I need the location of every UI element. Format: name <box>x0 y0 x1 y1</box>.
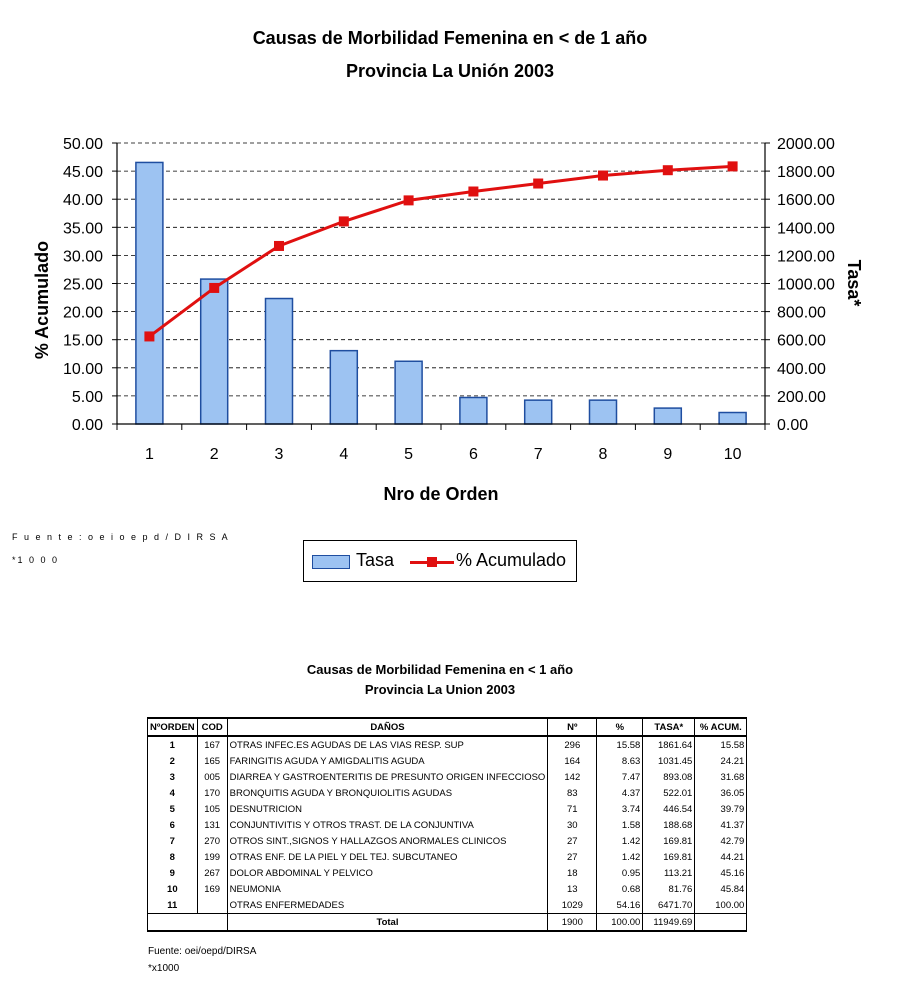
y-right-tick-label: 1800.00 <box>777 164 835 182</box>
cell-tasa: 446.54 <box>643 801 695 817</box>
header-n: Nº <box>548 718 597 736</box>
y-right-tick-label: 600.00 <box>777 332 826 350</box>
table-row <box>148 817 747 833</box>
y-axis-left-label: % Acumulado <box>32 240 52 360</box>
acumulado-marker <box>209 283 219 293</box>
table-row <box>148 881 747 897</box>
y-right-tick-label: 2000.00 <box>777 136 835 153</box>
table-title: Causas de Morbilidad Femenina en < 1 año <box>306 662 574 677</box>
cell-n: 296 <box>548 736 597 753</box>
cell-cod <box>197 897 227 914</box>
header-danos: DAÑOS <box>227 718 548 736</box>
cell-orden: 9 <box>148 865 198 881</box>
x-tick-label: 8 <box>598 446 608 463</box>
cell-danos: BRONQUITIS AGUDA Y BRONQUIOLITIS AGUDAS <box>227 785 548 801</box>
y-left-tick-label: 40.00 <box>62 192 103 210</box>
y-right-tick-label: 400.00 <box>777 360 826 378</box>
y-left-tick-label: 20.00 <box>62 304 103 322</box>
chart-multiplier-note: *1 0 0 0 <box>12 555 60 565</box>
cell-danos: OTRAS ENFERMEDADES <box>227 897 548 914</box>
legend-acumulado-label: % Acumulado <box>456 550 567 570</box>
tasa-bar <box>525 400 552 424</box>
tasa-bar <box>460 397 487 424</box>
cell-n: 83 <box>548 785 597 801</box>
legend-acumulado-marker <box>427 557 437 567</box>
cell-danos: OTRAS ENF. DE LA PIEL Y DEL TEJ. SUBCUTANEO <box>227 849 548 865</box>
y-left-tick-label: 10.00 <box>62 360 103 378</box>
cell-pct: 3.74 <box>597 801 643 817</box>
legend-tasa-swatch <box>312 555 350 569</box>
cell-n: 27 <box>548 833 597 849</box>
y-left-tick-label: 0.00 <box>71 417 103 434</box>
x-axis-label: Nro de Orden <box>383 484 499 504</box>
cell-cod: 199 <box>197 849 227 865</box>
x-tick-label: 10 <box>723 446 742 463</box>
tasa-bar <box>719 413 746 424</box>
cell-tasa: 893.08 <box>643 769 695 785</box>
cell-acum: 24.21 <box>695 753 747 769</box>
acumulado-marker <box>468 187 478 197</box>
y-axis-right-label: Tasa* <box>844 259 864 307</box>
cell-cod: 131 <box>197 817 227 833</box>
y-left-tick-label: 25.00 <box>62 276 103 294</box>
cell-n: 18 <box>548 865 597 881</box>
y-right-tick-label: 800.00 <box>777 304 826 322</box>
x-tick-label: 3 <box>274 446 284 463</box>
cell-orden: 1 <box>148 736 198 753</box>
cell-tasa: 169.81 <box>643 849 695 865</box>
cell-n: 27 <box>548 849 597 865</box>
cell-n: 164 <box>548 753 597 769</box>
cell-orden: 5 <box>148 801 198 817</box>
header-pct: % <box>597 718 643 736</box>
table-row <box>148 769 747 785</box>
cell-danos: CONJUNTIVITIS Y OTROS TRAST. DE LA CONJUNTIVA <box>227 817 548 833</box>
cell-empty <box>148 914 228 932</box>
table-row <box>148 833 747 849</box>
cell-danos: OTROS SINT.,SIGNOS Y HALLAZGOS ANORMALES CLINICOS <box>227 833 548 849</box>
cell-tasa: 522.01 <box>643 785 695 801</box>
cell-orden: 3 <box>148 769 198 785</box>
table-subtitle: Provincia La Union 2003 <box>364 682 516 697</box>
cell-orden: 7 <box>148 833 198 849</box>
cell-danos: DESNUTRICION <box>227 801 548 817</box>
table-row <box>148 736 747 753</box>
cell-cod: 105 <box>197 801 227 817</box>
table-row <box>148 897 747 914</box>
cell-pct: 54.16 <box>597 897 643 914</box>
cell-acum: 15.58 <box>695 736 747 753</box>
cell-acum: 39.79 <box>695 801 747 817</box>
cell-orden: 10 <box>148 881 198 897</box>
cell-pct: 1.42 <box>597 833 643 849</box>
acumulado-marker <box>404 195 414 205</box>
x-tick-label: 6 <box>468 446 478 463</box>
table-row <box>148 785 747 801</box>
cell-danos: DIARREA Y GASTROENTERITIS DE PRESUNTO ORIGEN INFECCIOSO <box>227 769 548 785</box>
x-tick-label: 5 <box>404 446 414 463</box>
x-tick-label: 4 <box>339 446 349 463</box>
cell-tasa: 1861.64 <box>643 736 695 753</box>
chart-title: Causas de Morbilidad Femenina en < de 1 año <box>252 28 648 48</box>
table-multiplier-note: *x1000 <box>148 963 180 974</box>
cell-danos: DOLOR ABDOMINAL Y PELVICO <box>227 865 548 881</box>
table-row <box>148 801 747 817</box>
cell-n: 142 <box>548 769 597 785</box>
cell-cod: 167 <box>197 736 227 753</box>
cell-tasa: 6471.70 <box>643 897 695 914</box>
cell-tasa: 81.76 <box>643 881 695 897</box>
acumulado-marker <box>339 216 349 226</box>
cell-cod: 165 <box>197 753 227 769</box>
tasa-bar <box>266 299 293 424</box>
cell-pct: 4.37 <box>597 785 643 801</box>
cell-acum: 44.21 <box>695 849 747 865</box>
cell-pct: 1.42 <box>597 849 643 865</box>
y-left-tick-label: 15.00 <box>62 332 103 350</box>
cell-acum: 42.79 <box>695 833 747 849</box>
table-row <box>148 753 747 769</box>
cell-danos: FARINGITIS AGUDA Y AMIGDALITIS AGUDA <box>227 753 548 769</box>
cell-cod: 267 <box>197 865 227 881</box>
acumulado-marker <box>533 179 543 189</box>
table-header-row <box>148 718 747 736</box>
tasa-bar <box>136 162 163 424</box>
morbidity-table <box>147 717 747 932</box>
cell-acum: 45.16 <box>695 865 747 881</box>
total-n: 1900 <box>548 914 597 932</box>
chart-source-note: F u e n t e : o e i o e p d / D I R S A <box>12 532 230 542</box>
cell-orden: 4 <box>148 785 198 801</box>
cell-pct: 8.63 <box>597 753 643 769</box>
tasa-bar <box>201 279 228 424</box>
y-right-tick-label: 200.00 <box>777 388 826 406</box>
table-total-row <box>148 914 747 932</box>
acumulado-marker <box>274 241 284 251</box>
cell-cod: 005 <box>197 769 227 785</box>
acumulado-marker <box>144 331 154 341</box>
cell-orden: 11 <box>148 897 198 914</box>
legend-tasa-label: Tasa <box>356 550 395 570</box>
cell-n: 1029 <box>548 897 597 914</box>
header-orden: NºORDEN <box>148 718 198 736</box>
acumulado-marker <box>728 161 738 171</box>
y-left-tick-label: 5.00 <box>71 388 103 406</box>
cell-orden: 6 <box>148 817 198 833</box>
cell-cod: 170 <box>197 785 227 801</box>
cell-danos: OTRAS INFEC.ES AGUDAS DE LAS VIAS RESP. SUP <box>227 736 548 753</box>
total-tasa: 11949.69 <box>643 914 695 932</box>
cell-n: 30 <box>548 817 597 833</box>
header-tasa: TASA* <box>643 718 695 736</box>
x-tick-label: 7 <box>533 446 543 463</box>
y-right-tick-label: 1400.00 <box>777 220 835 238</box>
cell-pct: 15.58 <box>597 736 643 753</box>
y-left-tick-label: 35.00 <box>62 220 103 238</box>
cell-n: 13 <box>548 881 597 897</box>
table-row <box>148 849 747 865</box>
cell-acum: 45.84 <box>695 881 747 897</box>
cell-tasa: 1031.45 <box>643 753 695 769</box>
cell-cod: 169 <box>197 881 227 897</box>
y-right-tick-label: 0.00 <box>777 417 809 434</box>
cell-n: 71 <box>548 801 597 817</box>
acumulado-line <box>144 161 737 341</box>
cell-orden: 2 <box>148 753 198 769</box>
cell-acum: 31.68 <box>695 769 747 785</box>
cell-danos: NEUMONIA <box>227 881 548 897</box>
y-left-tick-label: 30.00 <box>62 248 103 266</box>
x-tick-label: 2 <box>209 446 219 463</box>
cell-acum: 41.37 <box>695 817 747 833</box>
tasa-bar <box>654 408 681 424</box>
cell-tasa: 188.68 <box>643 817 695 833</box>
cell-cod: 270 <box>197 833 227 849</box>
y-right-tick-label: 1000.00 <box>777 276 835 294</box>
y-right-tick-label: 1600.00 <box>777 192 835 210</box>
table-source-note: Fuente: oei/oepd/DIRSA <box>148 946 257 957</box>
cell-pct: 0.95 <box>597 865 643 881</box>
total-acum <box>695 914 747 932</box>
total-label: Total <box>227 914 548 932</box>
cell-orden: 8 <box>148 849 198 865</box>
acumulado-marker <box>663 165 673 175</box>
total-pct: 100.00 <box>597 914 643 932</box>
tasa-bar <box>395 361 422 424</box>
cell-pct: 7.47 <box>597 769 643 785</box>
tasa-bar <box>330 351 357 424</box>
cell-acum: 100.00 <box>695 897 747 914</box>
x-tick-label: 9 <box>663 446 673 463</box>
x-tick-label: 1 <box>144 446 154 463</box>
cell-pct: 0.68 <box>597 881 643 897</box>
table-row <box>148 865 747 881</box>
tasa-bars <box>136 162 746 424</box>
header-acum: % ACUM. <box>695 718 747 736</box>
cell-acum: 36.05 <box>695 785 747 801</box>
y-left-tick-label: 50.00 <box>62 136 103 153</box>
header-cod: COD <box>197 718 227 736</box>
acumulado-series-line <box>149 166 732 336</box>
cell-pct: 1.58 <box>597 817 643 833</box>
y-left-tick-label: 45.00 <box>62 164 103 182</box>
acumulado-marker <box>598 171 608 181</box>
cell-tasa: 113.21 <box>643 865 695 881</box>
y-right-tick-label: 1200.00 <box>777 248 835 266</box>
chart-legend <box>303 540 577 582</box>
cell-tasa: 169.81 <box>643 833 695 849</box>
chart-subtitle: Provincia La Unión 2003 <box>345 61 555 81</box>
tasa-bar <box>590 400 617 424</box>
